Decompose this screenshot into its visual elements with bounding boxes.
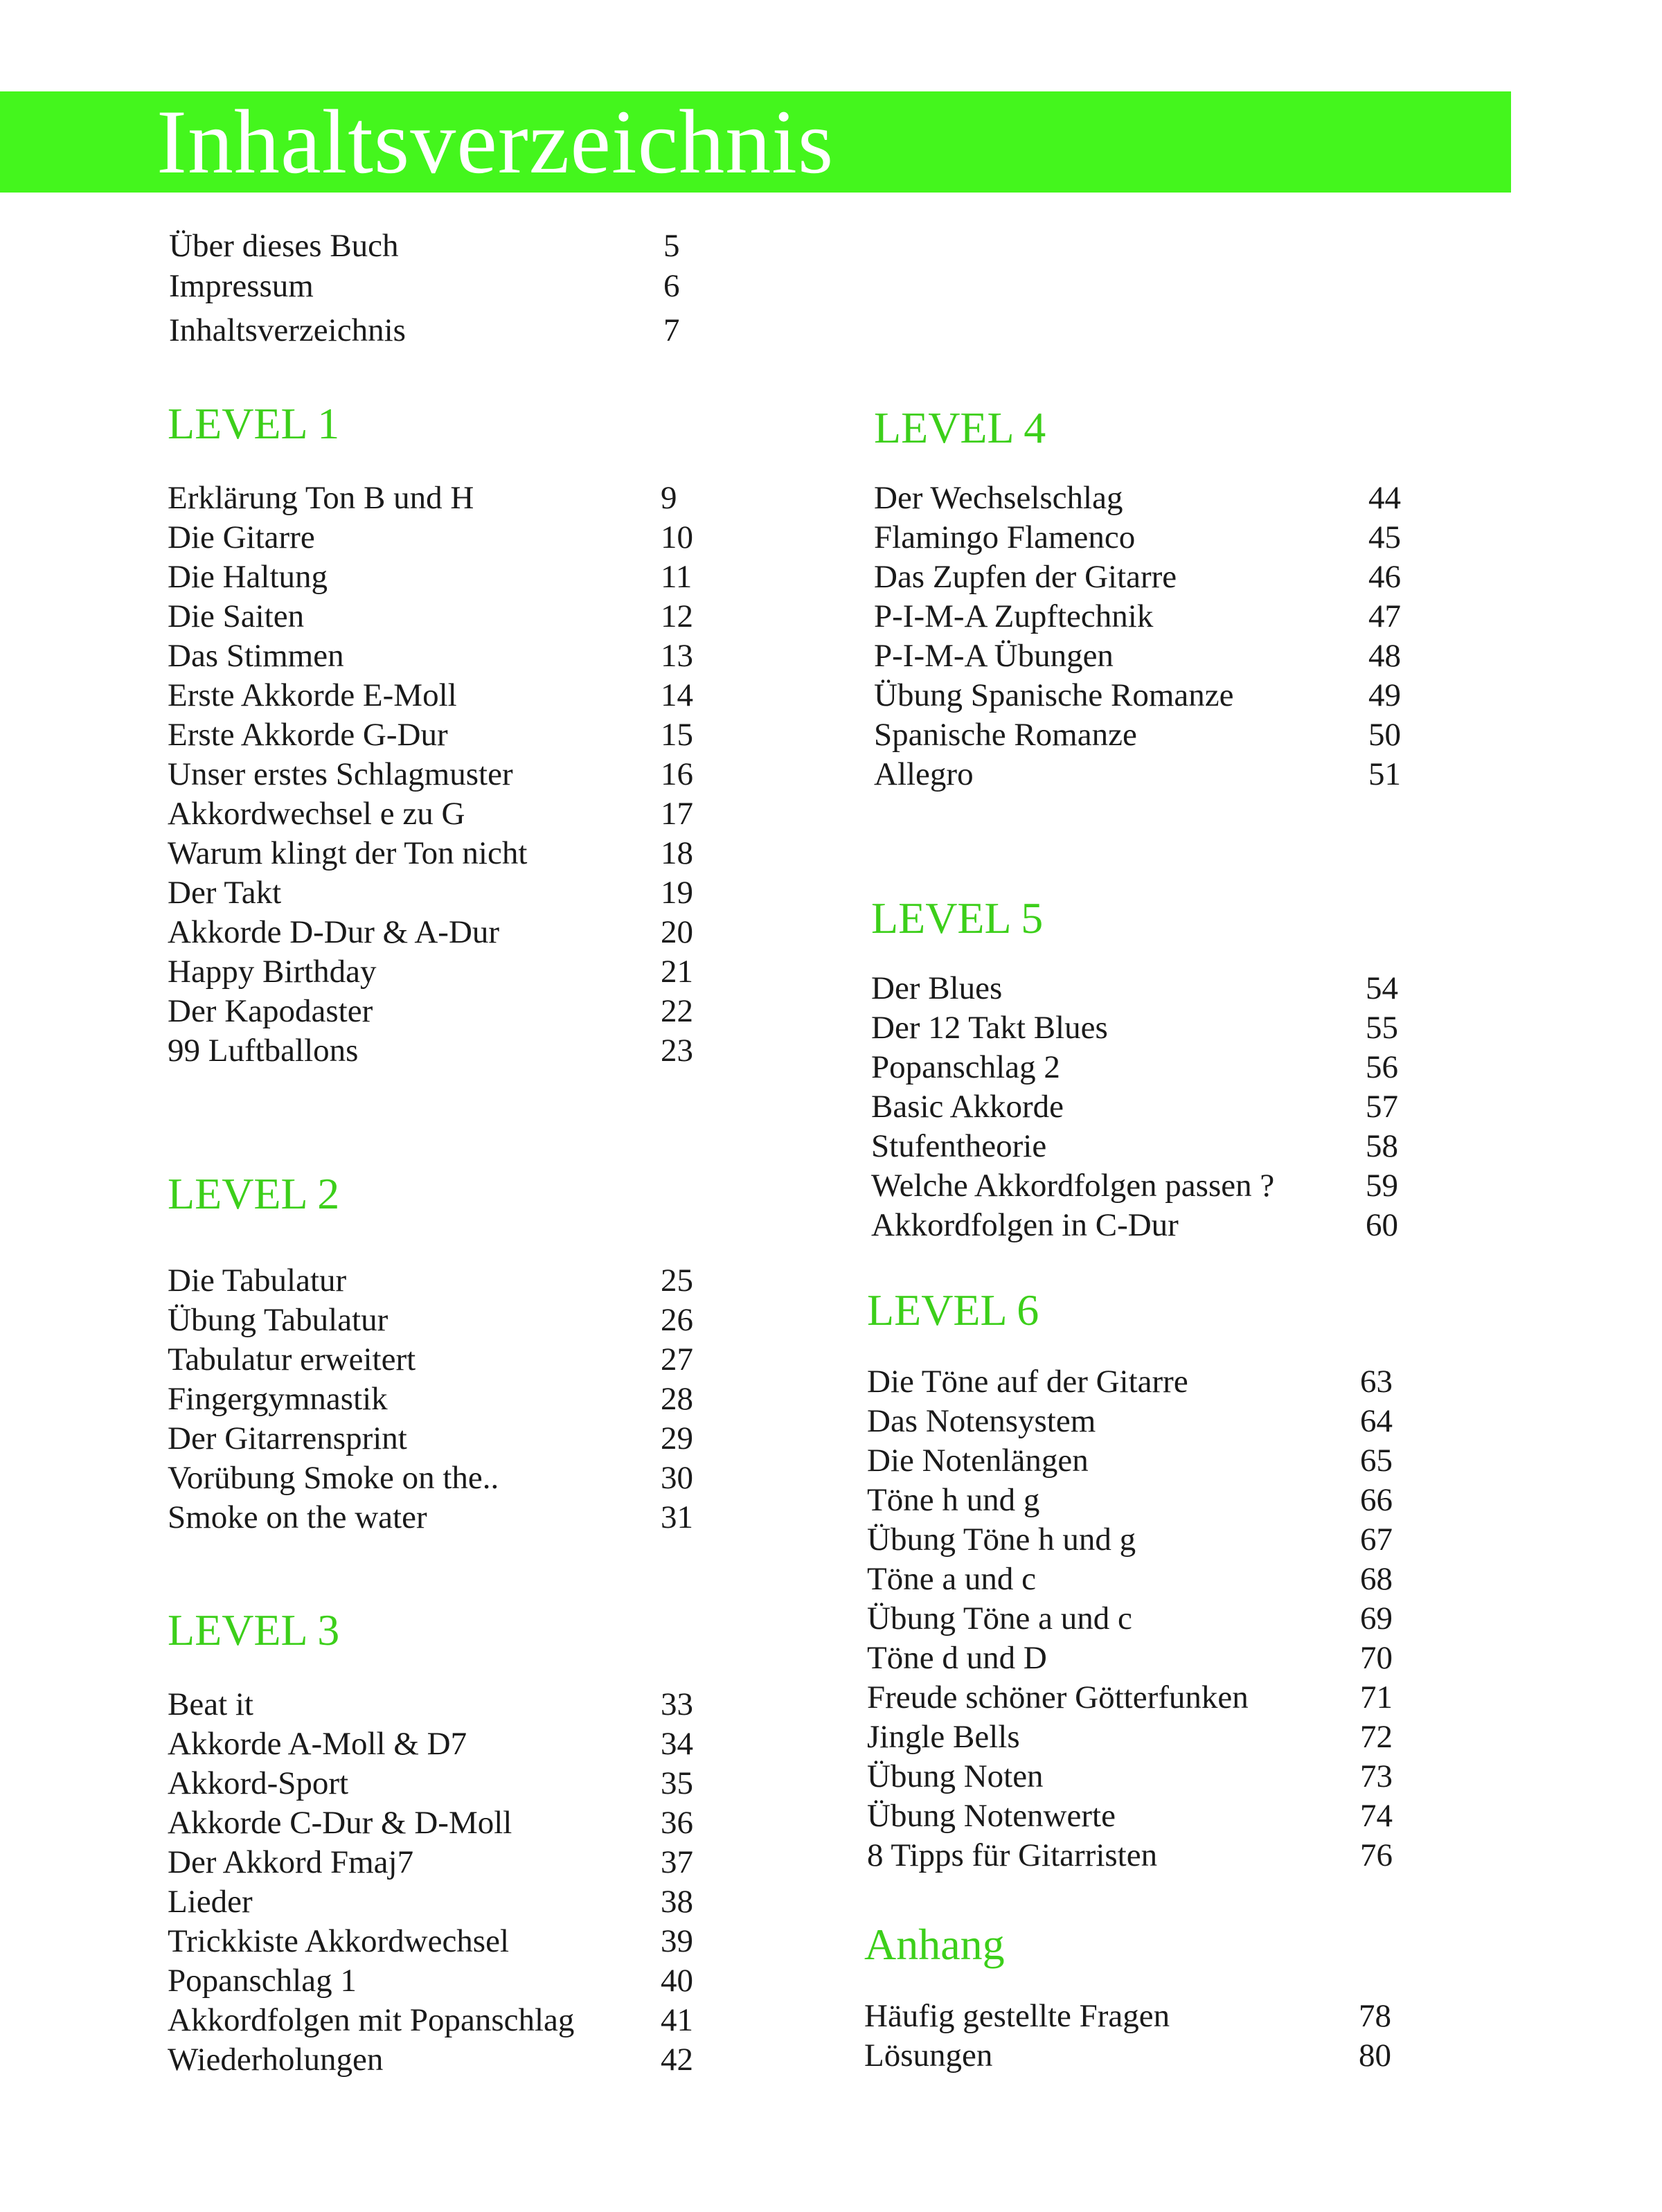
toc-entry-label: Der Blues (871, 970, 1003, 1006)
section-heading-level-6: LEVEL 6 (867, 1285, 1039, 1335)
toc-entry-page-number: 46 (1368, 559, 1401, 595)
toc-entry-page-number: 22 (661, 993, 693, 1029)
toc-entry-page-number: 31 (661, 1499, 693, 1535)
section-heading-level-5: LEVEL 5 (871, 893, 1044, 943)
toc-entry-label: Happy Birthday (168, 954, 377, 990)
toc-entry-page-number: 50 (1368, 717, 1401, 753)
toc-entry-page-number: 21 (661, 954, 693, 990)
toc-entry-page-number: 25 (661, 1263, 693, 1299)
toc-entry-label: Erste Akkorde G-Dur (168, 717, 448, 753)
toc-entry-label: Akkorde D-Dur & A-Dur (168, 914, 500, 950)
toc-entry-page-number: 65 (1360, 1443, 1393, 1479)
toc-entry-page-number: 49 (1368, 677, 1401, 713)
toc-entry-page-number: 59 (1366, 1168, 1398, 1204)
toc-entry-page-number: 71 (1360, 1679, 1393, 1715)
toc-entry-page-number: 14 (661, 677, 693, 713)
toc-entry-label: Übung Noten (867, 1758, 1044, 1794)
toc-entry-label: Lösungen (864, 2037, 993, 2073)
toc-entry-label: Der Akkord Fmaj7 (168, 1844, 414, 1880)
toc-entry-page-number: 54 (1366, 970, 1398, 1006)
toc-entry-page-number: 73 (1360, 1758, 1393, 1794)
toc-entry-page-number: 17 (661, 796, 693, 832)
toc-entry-page-number: 34 (661, 1726, 693, 1762)
toc-entry-label: Stufentheorie (871, 1128, 1047, 1164)
toc-entry-label: Flamingo Flamenco (874, 519, 1136, 555)
toc-entry-label: Beat it (168, 1686, 253, 1722)
toc-entry-page-number: 5 (663, 228, 680, 264)
toc-entry-label: Übung Tabulatur (168, 1302, 388, 1338)
toc-entry-page-number: 33 (661, 1686, 693, 1722)
toc-entry-page-number: 7 (663, 312, 680, 348)
toc-entry-label: Basic Akkorde (871, 1089, 1064, 1125)
section-heading-anhang: Anhang (864, 1920, 1005, 1969)
toc-entry-page-number: 23 (661, 1033, 693, 1069)
toc-entry-label: Vorübung Smoke on the.. (168, 1460, 499, 1496)
title-bar (0, 91, 1511, 193)
toc-entry-label: Der Takt (168, 875, 282, 911)
toc-entry-page-number: 48 (1368, 638, 1401, 674)
toc-entry-label: Trickkiste Akkordwechsel (168, 1923, 510, 1959)
toc-entry-page-number: 76 (1360, 1837, 1393, 1873)
toc-entry-label: Allegro (874, 756, 974, 792)
toc-entry-label: Übung Spanische Romanze (874, 677, 1234, 713)
section-heading-level-2: LEVEL 2 (168, 1169, 340, 1218)
toc-entry-label: Das Zupfen der Gitarre (874, 559, 1177, 595)
toc-entry-page-number: 44 (1368, 480, 1401, 516)
section-heading-level-1: LEVEL 1 (168, 399, 340, 448)
toc-entry-label: Über dieses Buch (169, 228, 399, 264)
toc-entry-page-number: 15 (661, 717, 693, 753)
toc-entry-page-number: 30 (661, 1460, 693, 1496)
toc-entry-label: Popanschlag 2 (871, 1049, 1060, 1085)
section-heading-level-3: LEVEL 3 (168, 1605, 340, 1654)
toc-entry-page-number: 60 (1366, 1207, 1398, 1243)
toc-entry-label: Töne h und g (867, 1482, 1040, 1518)
toc-entry-label: Erklärung Ton B und H (168, 480, 474, 516)
toc-entry-page-number: 56 (1366, 1049, 1398, 1085)
toc-entry-label: 99 Luftballons (168, 1033, 359, 1069)
toc-entry-page-number: 45 (1368, 519, 1401, 555)
toc-entry-page-number: 13 (661, 638, 693, 674)
toc-entry-label: 8 Tipps für Gitarristen (867, 1837, 1158, 1873)
toc-entry-label: Die Gitarre (168, 519, 315, 555)
toc-entry-label: Töne a und c (867, 1561, 1037, 1597)
toc-entry-page-number: 57 (1366, 1089, 1398, 1125)
toc-entry-label: Akkorde C-Dur & D-Moll (168, 1805, 512, 1841)
toc-entry-label: Impressum (169, 268, 314, 304)
toc-entry-page-number: 67 (1360, 1522, 1393, 1558)
toc-entry-page-number: 27 (661, 1341, 693, 1377)
toc-entry-page-number: 51 (1368, 756, 1401, 792)
toc-entry-label: P-I-M-A Übungen (874, 638, 1114, 674)
toc-entry-page-number: 47 (1368, 598, 1401, 634)
toc-entry-label: Übung Töne a und c (867, 1600, 1132, 1636)
toc-entry-label: Jingle Bells (867, 1719, 1020, 1755)
toc-entry-label: Fingergymnastik (168, 1381, 388, 1417)
toc-entry-label: Übung Töne h und g (867, 1522, 1136, 1558)
toc-entry-label: Welche Akkordfolgen passen ? (871, 1168, 1275, 1204)
toc-entry-label: Übung Notenwerte (867, 1798, 1116, 1834)
toc-entry-label: Das Notensystem (867, 1403, 1096, 1439)
toc-entry-label: Warum klingt der Ton nicht (168, 835, 528, 871)
toc-entry-label: Der Wechselschlag (874, 480, 1123, 516)
toc-entry-label: Erste Akkorde E-Moll (168, 677, 457, 713)
toc-entry-label: Die Notenlängen (867, 1443, 1089, 1479)
toc-entry-page-number: 64 (1360, 1403, 1393, 1439)
toc-entry-page-number: 70 (1360, 1640, 1393, 1676)
toc-entry-label: Inhaltsverzeichnis (169, 312, 406, 348)
toc-entry-page-number: 72 (1360, 1719, 1393, 1755)
toc-entry-page-number: 11 (661, 559, 692, 595)
toc-entry-label: Der Gitarrensprint (168, 1420, 407, 1456)
toc-entry-page-number: 66 (1360, 1482, 1393, 1518)
toc-entry-label: Smoke on the water (168, 1499, 427, 1535)
toc-entry-page-number: 78 (1359, 1998, 1391, 2034)
toc-entry-page-number: 35 (661, 1765, 693, 1801)
toc-entry-page-number: 74 (1360, 1798, 1393, 1834)
toc-entry-label: Häufig gestellte Fragen (864, 1998, 1170, 2034)
toc-entry-page-number: 18 (661, 835, 693, 871)
toc-entry-page-number: 40 (661, 1963, 693, 1999)
toc-entry-label: Töne d und D (867, 1640, 1047, 1676)
toc-entry-label: Wiederholungen (168, 2042, 384, 2078)
toc-entry-page-number: 37 (661, 1844, 693, 1880)
toc-entry-label: P-I-M-A Zupftechnik (874, 598, 1154, 634)
toc-entry-page-number: 10 (661, 519, 693, 555)
toc-entry-label: Spanische Romanze (874, 717, 1137, 753)
toc-entry-label: Akkordfolgen mit Popanschlag (168, 2002, 575, 2038)
toc-entry-label: Akkord-Sport (168, 1765, 349, 1801)
toc-entry-page-number: 80 (1359, 2037, 1391, 2073)
toc-entry-page-number: 29 (661, 1420, 693, 1456)
toc-entry-page-number: 55 (1366, 1010, 1398, 1046)
toc-entry-page-number: 39 (661, 1923, 693, 1959)
toc-entry-label: Unser erstes Schlagmuster (168, 756, 513, 792)
toc-entry-page-number: 63 (1360, 1364, 1393, 1400)
page-title: Inhaltsverzeichnis (157, 91, 834, 193)
toc-entry-label: Tabulatur erweitert (168, 1341, 416, 1377)
toc-entry-label: Freude schöner Götterfunken (867, 1679, 1249, 1715)
toc-entry-label: Der 12 Takt Blues (871, 1010, 1108, 1046)
toc-entry-label: Die Haltung (168, 559, 328, 595)
toc-entry-label: Popanschlag 1 (168, 1963, 357, 1999)
toc-entry-page-number: 69 (1360, 1600, 1393, 1636)
toc-entry-label: Die Saiten (168, 598, 305, 634)
toc-entry-label: Der Kapodaster (168, 993, 373, 1029)
toc-entry-page-number: 36 (661, 1805, 693, 1841)
toc-entry-page-number: 12 (661, 598, 693, 634)
toc-entry-page-number: 9 (661, 480, 677, 516)
section-heading-level-4: LEVEL 4 (874, 403, 1046, 452)
toc-entry-label: Die Tabulatur (168, 1263, 347, 1299)
toc-entry-page-number: 28 (661, 1381, 693, 1417)
toc-entry-page-number: 58 (1366, 1128, 1398, 1164)
toc-entry-page-number: 6 (663, 268, 680, 304)
toc-entry-page-number: 16 (661, 756, 693, 792)
toc-entry-label: Akkordfolgen in C-Dur (871, 1207, 1179, 1243)
toc-entry-label: Lieder (168, 1884, 253, 1920)
toc-entry-page-number: 38 (661, 1884, 693, 1920)
toc-entry-label: Akkorde A-Moll & D7 (168, 1726, 467, 1762)
toc-entry-page-number: 26 (661, 1302, 693, 1338)
toc-entry-page-number: 41 (661, 2002, 693, 2038)
toc-entry-label: Das Stimmen (168, 638, 344, 674)
toc-entry-page-number: 42 (661, 2042, 693, 2078)
toc-entry-label: Akkordwechsel e zu G (168, 796, 465, 832)
toc-entry-page-number: 20 (661, 914, 693, 950)
toc-entry-page-number: 68 (1360, 1561, 1393, 1597)
toc-entry-page-number: 19 (661, 875, 693, 911)
toc-entry-label: Die Töne auf der Gitarre (867, 1364, 1188, 1400)
